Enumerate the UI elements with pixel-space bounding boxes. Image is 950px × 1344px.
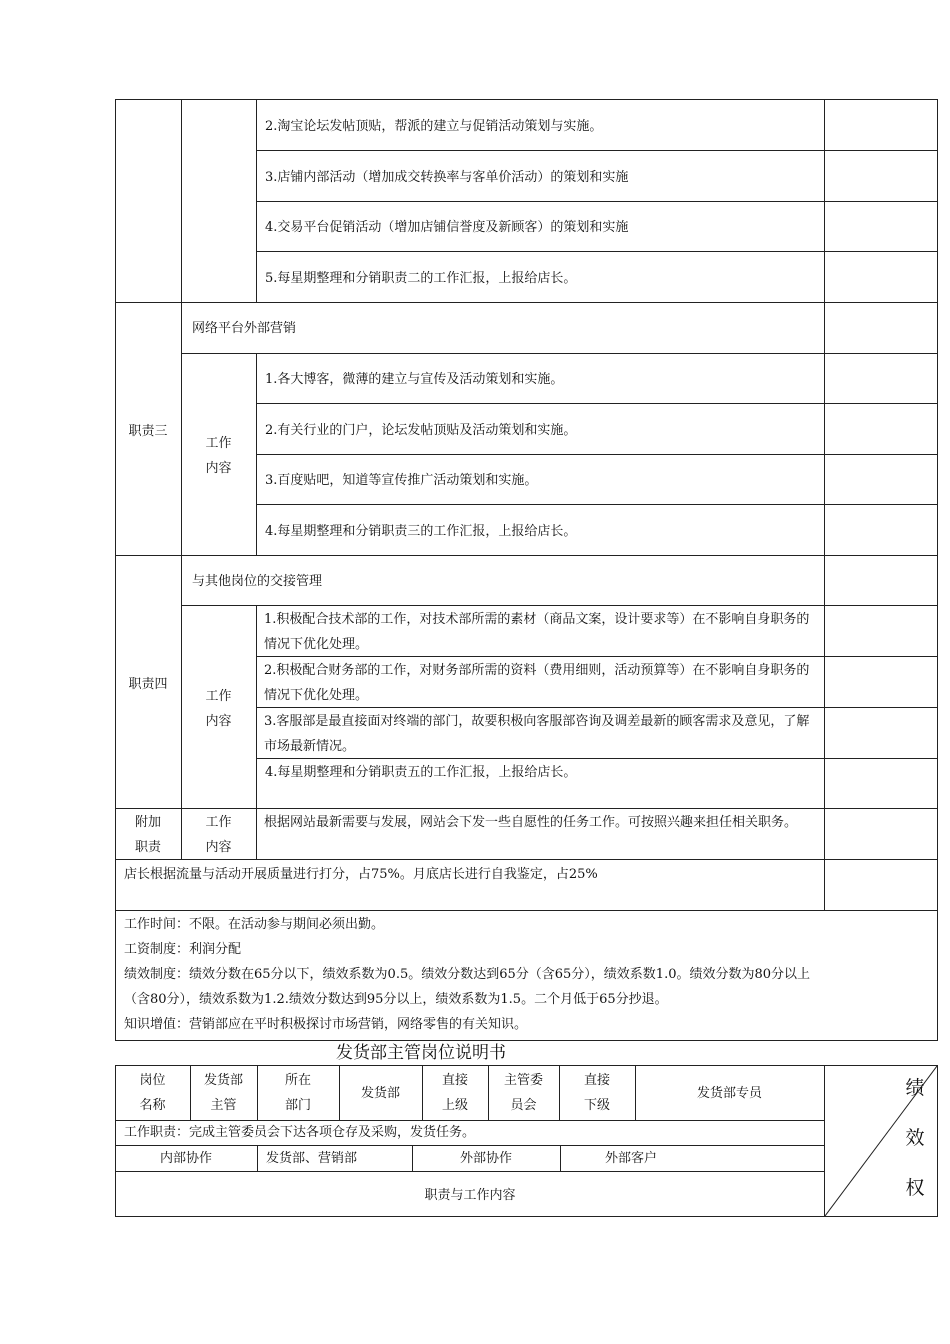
superior-value: 主管委 员会 — [503, 1073, 543, 1113]
duty4-heading: 与其他岗位的交接管理 — [192, 574, 323, 589]
duty4-item: 3.客服部是最直接面对终端的部门，故要积极向客服部咨询及调差最新的顾客需求及意见，了解市场最新情况。 — [264, 714, 810, 754]
authority-char: 绩 — [905, 1077, 925, 1099]
duty2-item: 3.店铺内部活动（增加成交转换率与客单价活动）的策划和实施 — [265, 170, 629, 185]
duties-label: 职责与工作内容 — [424, 1188, 516, 1203]
duty3-item: 1.各大博客，微薄的建立与宣传及活动策划和实施。 — [265, 372, 564, 387]
duty3-content-label: 工作 内容 — [205, 436, 232, 476]
duty4-content-label: 工作 内容 — [205, 689, 232, 729]
duty4-item: 2.积极配合财务部的工作，对财务部所需的资料（费用细则，活动预算等）在不影响自身职务的情况下优化处理。 — [264, 663, 810, 703]
evaluation-text: 店长根据流量与活动开展质量进行打分，占75%。月底店长进行自我鉴定，占25% — [124, 867, 598, 882]
note-work-time: 工作时间：不限。在活动参与期间必须出勤。 — [124, 917, 385, 932]
extra-content-label: 工作 内容 — [205, 815, 232, 855]
post-name-label: 岗位 名称 — [139, 1073, 166, 1113]
authority-char: 效 — [905, 1127, 925, 1149]
extra-duty-text: 根据网站最新需要与发展，网站会下发一些自愿性的任务工作。可按照兴趣来担任相关职务。 — [264, 815, 798, 830]
duty3-heading: 网络平台外部营销 — [192, 321, 297, 336]
note-knowledge: 知识增值：营销部应在平时积极探讨市场营销，网络零售的有关知识。 — [124, 1017, 528, 1032]
dept-label: 所在 部门 — [284, 1073, 311, 1113]
dept-value: 发货部 — [360, 1086, 400, 1101]
duty-summary: 工作职责：完成主管委员会下达各项仓存及采购，发货任务。 — [124, 1125, 476, 1140]
external-collab-label: 外部协作 — [459, 1151, 512, 1166]
duty2-item: 5.每星期整理和分销职责二的工作汇报，上报给店长。 — [265, 271, 577, 286]
subordinate-label: 直接 下级 — [583, 1073, 610, 1113]
duty3-item: 4.每星期整理和分销职责三的工作汇报，上报给店长。 — [265, 524, 577, 539]
post-name-value: 发货部 主管 — [203, 1073, 243, 1113]
duty3-item: 2.有关行业的门户，论坛发帖顶贴及活动策划和实施。 — [265, 423, 577, 438]
subordinate-value: 发货部专员 — [696, 1086, 762, 1101]
internal-collab-label: 内部协作 — [159, 1151, 212, 1166]
external-collab-value: 外部客户 — [605, 1151, 658, 1166]
duty4-item: 4.每星期整理和分销职责五的工作汇报，上报给店长。 — [265, 765, 577, 780]
authority-char: 权 — [905, 1177, 925, 1199]
internal-collab-value: 发货部、营销部 — [266, 1151, 358, 1166]
note-salary: 工资制度：利润分配 — [124, 942, 242, 957]
duty3-item: 3.百度贴吧，知道等宣传推广活动策划和实施。 — [265, 473, 538, 488]
superior-label: 直接 上级 — [441, 1073, 468, 1113]
extra-duty-label: 附加 职责 — [134, 815, 161, 855]
duty2-item: 4.交易平台促销活动（增加店铺信誉度及新顾客）的策划和实施 — [265, 220, 629, 235]
duty4-item: 1.积极配合技术部的工作，对技术部所需的素材（商品文案，设计要求等）在不影响自身职务的情况下优化处理。 — [264, 612, 810, 652]
note-performance: 绩效制度：绩效分数在65分以下，绩效系数为0.5。绩效分数达到65分（含65分），绩效系数1.0。绩效分数为80分以上（含80分），绩效系数为1.2.绩效分数达到95分以上，绩效系数为1.5。二个月低于65分抄退。 — [124, 967, 811, 1007]
duty2-item: 2.淘宝论坛发帖顶贴，帮派的建立与促销活动策划与实施。 — [265, 119, 603, 134]
page-title: 发货部主管岗位说明书 — [336, 1043, 506, 1063]
duty3-label: 职责三 — [128, 424, 168, 439]
duty4-label: 职责四 — [128, 677, 168, 692]
